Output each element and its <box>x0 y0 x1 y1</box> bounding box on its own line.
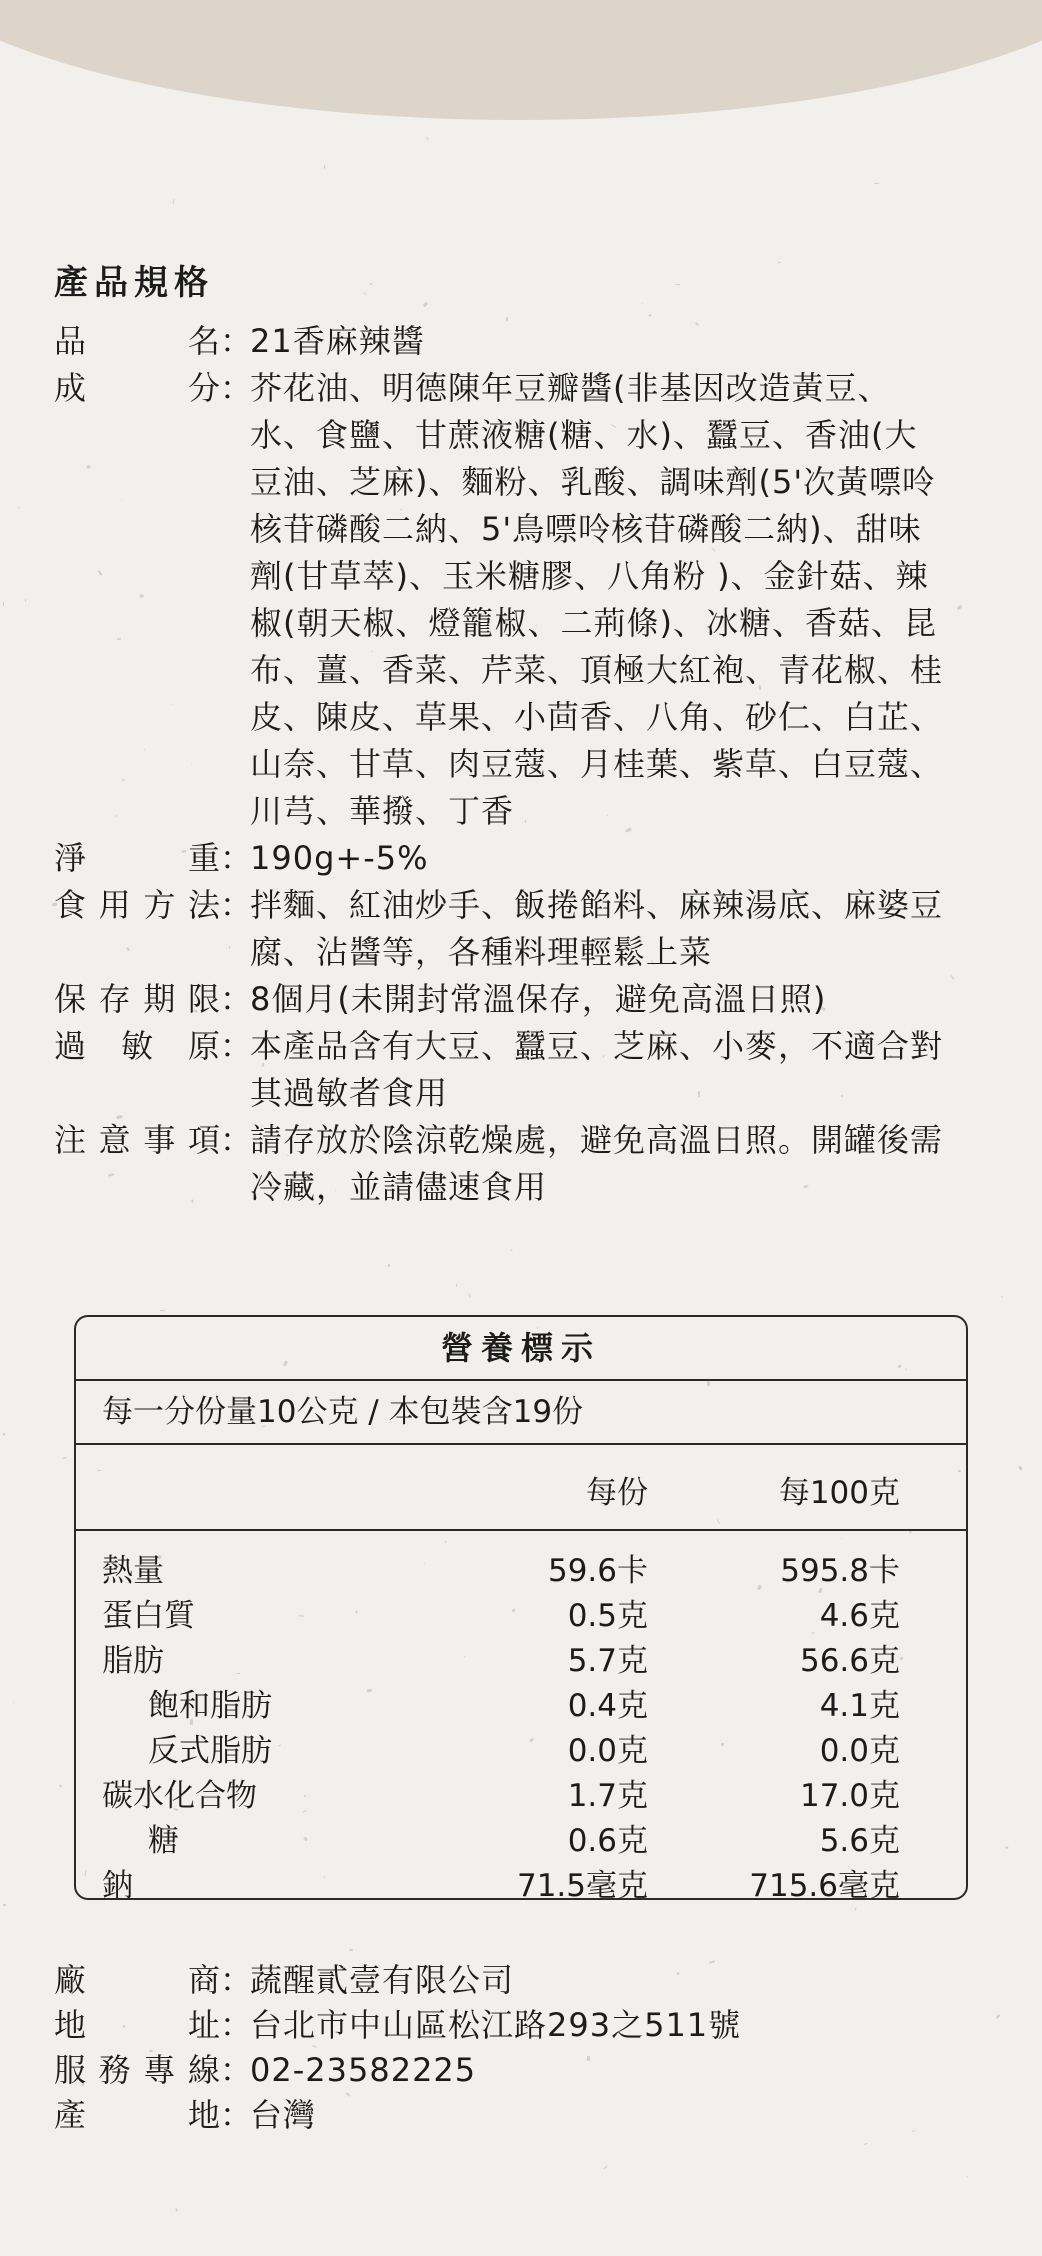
colon: ： <box>220 2051 253 2089</box>
colon: ： <box>220 839 253 877</box>
maker-value: 02-23582225 <box>250 2051 477 2089</box>
nutrition-rows <box>76 1531 966 1909</box>
spec-label <box>54 882 220 976</box>
paper-speck <box>1001 1295 1003 1297</box>
label-char: 意 <box>98 1121 131 1159</box>
nutrition-row <box>76 1729 966 1774</box>
spec-label <box>54 1117 220 1211</box>
spec-row <box>54 1023 954 1117</box>
maker-label <box>54 1958 220 2003</box>
maker-label <box>54 2048 220 2093</box>
nutrition-header <box>76 1445 966 1531</box>
paper-speck <box>160 1310 165 1311</box>
nutrient-per-100g: 0.0克 <box>819 1733 900 1769</box>
colon: ： <box>220 369 253 407</box>
col-per-serving: 每份 <box>586 1475 648 1511</box>
nutrient-per-serving: 1.7克 <box>567 1778 648 1814</box>
nutrient-per-100g: 715.6毫克 <box>749 1868 900 1904</box>
paper-speck <box>967 2176 968 2177</box>
label-char: 地 <box>54 2006 87 2044</box>
paper-speck <box>603 2165 607 2169</box>
spec-label <box>54 365 220 835</box>
label-char: 用 <box>98 886 131 924</box>
paper-speck <box>324 165 326 169</box>
spec-title: 產品規格 <box>54 263 214 303</box>
nutrient-name: 熱量 <box>102 1553 164 1589</box>
maker-row <box>54 2048 954 2093</box>
spec-value: 請存放於陰涼乾燥處，避免高溫日照。開罐後需冷藏，並請儘速食用 <box>250 1121 944 1206</box>
spec-label <box>54 1023 220 1117</box>
nutrition-title: 營養標示 <box>76 1317 966 1381</box>
paper-speck <box>13 1702 14 1703</box>
spec-value: 本產品含有大豆、蠶豆、芝麻、小麥，不適合對其過敏者食用 <box>250 1027 944 1112</box>
maker-value: 台灣 <box>250 2096 317 2134</box>
nutrient-name: 鈉 <box>102 1868 133 1904</box>
nutrient-per-serving: 0.4克 <box>567 1688 648 1724</box>
spec-value: 8個月(未開封常溫保存，避免高溫日照) <box>250 980 827 1018</box>
maker-value: 蔬醒貳壹有限公司 <box>250 1961 515 1999</box>
paper-speck <box>59 1784 62 1788</box>
nutrition-row <box>76 1864 966 1909</box>
paper-speck <box>957 605 963 610</box>
label-char: 成 <box>54 369 87 407</box>
label-char: 保 <box>54 980 87 1018</box>
colon: ： <box>220 1961 253 1999</box>
colon: ： <box>220 322 253 360</box>
nutrient-name: 飽和脂肪 <box>148 1688 272 1724</box>
spec-row <box>54 365 954 835</box>
nutrient-per-serving: 0.5克 <box>567 1598 648 1634</box>
paper-speck <box>175 2208 177 2211</box>
spec-rows <box>54 318 954 1211</box>
spec-row <box>54 835 954 882</box>
col-per-100g: 每100克 <box>778 1475 900 1511</box>
paper-speck <box>18 506 20 508</box>
label-char: 地 <box>187 2096 220 2134</box>
nutrient-per-serving: 0.0克 <box>567 1733 648 1769</box>
label-char: 分 <box>187 369 220 407</box>
label-char: 期 <box>143 980 176 1018</box>
spec-row <box>54 976 954 1023</box>
spec-row <box>54 882 954 976</box>
nutrient-per-serving: 0.6克 <box>567 1823 648 1859</box>
colon: ： <box>220 980 253 1018</box>
label-char: 重 <box>187 839 220 877</box>
label-char: 專 <box>143 2051 176 2089</box>
label-char: 過 <box>54 1027 87 1065</box>
nutrient-per-100g: 17.0克 <box>799 1778 900 1814</box>
nutrient-per-100g: 595.8卡 <box>780 1553 900 1589</box>
nutrient-per-100g: 56.6克 <box>799 1643 900 1679</box>
nutrient-per-serving: 5.7克 <box>567 1643 648 1679</box>
spec-label <box>54 318 220 365</box>
paper-speck <box>349 1949 353 1952</box>
spec-value: 拌麵、紅油炒手、飯捲餡料、麻辣湯底、麻婆豆腐、沾醬等，各種料理輕鬆上菜 <box>250 886 944 971</box>
nutrient-per-100g: 5.6克 <box>819 1823 900 1859</box>
nutrient-per-100g: 4.1克 <box>819 1688 900 1724</box>
paper-speck <box>456 1284 457 1287</box>
paper-speck <box>1005 1846 1009 1849</box>
nutrition-serving: 每一分份量10公克 / 本包裝含19份 <box>76 1381 966 1445</box>
maker-label <box>54 2003 220 2048</box>
colon: ： <box>220 1027 253 1065</box>
paper-speck <box>468 1293 470 1298</box>
top-decorative-arc <box>0 0 1042 120</box>
maker-row <box>54 1958 954 2003</box>
nutrition-row <box>76 1549 966 1594</box>
label-char: 址 <box>187 2006 220 2044</box>
colon: ： <box>220 2006 253 2044</box>
paper-speck <box>62 1457 66 1460</box>
paper-speck <box>172 199 174 204</box>
colon: ： <box>220 886 253 924</box>
label-char: 事 <box>143 1121 176 1159</box>
nutrition-table <box>74 1315 968 1904</box>
paper-speck <box>25 599 27 602</box>
label-char: 原 <box>187 1027 220 1065</box>
label-char: 方 <box>143 886 176 924</box>
paper-speck <box>874 183 879 185</box>
spec-row <box>54 318 954 365</box>
paper-speck <box>996 2014 1001 2019</box>
paper-speck <box>3 1904 6 1906</box>
spec-value: 190g+-5% <box>250 839 429 877</box>
spec-section <box>54 255 954 1211</box>
nutrient-per-100g: 4.6克 <box>819 1598 900 1634</box>
label-char: 食 <box>54 886 87 924</box>
paper-speck <box>426 137 429 140</box>
label-char: 務 <box>98 2051 131 2089</box>
paper-speck <box>863 2143 867 2145</box>
label-char: 服 <box>54 2051 87 2089</box>
spec-value: 芥花油、明德陳年豆瓣醬(非基因改造黃豆、水、食鹽、甘蔗液糖(糖、水)、蠶豆、香油(大豆油、芝麻)、麵粉、乳酸、調味劑(5'次黃嘌呤核苷磷酸二納、5'鳥嘌呤核苷磷酸二納)、甜味劑(甘草萃)、玉米糖膠、八角粉 )、金針菇、辣椒(朝天椒、燈籠椒、二荊條)、冰糖、香菇、昆布、薑、香菜、芹菜、頂極大紅袍、青花椒、桂皮、陳皮、草果、小茴香、八角、砂仁、白芷、山奈、甘草、肉豆蔻、月桂葉、紫草、白豆蔻、川芎、華撥、丁香 <box>250 369 944 830</box>
nutrient-name: 糖 <box>148 1823 179 1859</box>
label-char: 敏 <box>120 1027 153 1065</box>
nutrient-name: 蛋白質 <box>102 1598 195 1634</box>
maker-row <box>54 2003 954 2048</box>
nutrition-row <box>76 1684 966 1729</box>
paper-speck <box>388 1264 391 1267</box>
spec-label <box>54 835 220 882</box>
label-char: 商 <box>187 1961 220 1999</box>
spec-value: 21香麻辣醬 <box>250 322 425 360</box>
label-char: 注 <box>54 1121 87 1159</box>
paper-speck <box>3 1433 6 1436</box>
label-char: 淨 <box>54 839 87 877</box>
nutrition-row <box>76 1819 966 1864</box>
spec-label <box>54 976 220 1023</box>
nutrient-name: 碳水化合物 <box>102 1778 257 1814</box>
label-char: 產 <box>54 2096 87 2134</box>
nutrition-row <box>76 1774 966 1819</box>
paper-speck <box>510 1249 512 1250</box>
paper-speck <box>3 602 5 606</box>
maker-label <box>54 2093 220 2138</box>
maker-section <box>54 1958 954 2138</box>
nutrient-name: 反式脂肪 <box>148 1733 272 1769</box>
label-char: 廠 <box>54 1961 87 1999</box>
colon: ： <box>220 1121 253 1159</box>
nutrition-row <box>76 1594 966 1639</box>
label-char: 品 <box>54 322 87 360</box>
maker-value: 台北市中山區松江路293之511號 <box>250 2006 742 2044</box>
nutrition-row <box>76 1639 966 1684</box>
label-char: 名 <box>187 322 220 360</box>
colon: ： <box>220 2096 253 2134</box>
label-char: 線 <box>187 2051 220 2089</box>
spec-row <box>54 1117 954 1211</box>
maker-row <box>54 2093 954 2138</box>
label-char: 項 <box>187 1121 220 1159</box>
label-char: 法 <box>187 886 220 924</box>
paper-speck <box>1018 1466 1023 1471</box>
nutrient-per-serving: 59.6卡 <box>547 1553 648 1589</box>
label-char: 限 <box>187 980 220 1018</box>
label-char: 存 <box>98 980 131 1018</box>
nutrient-per-serving: 71.5毫克 <box>516 1868 648 1904</box>
nutrient-name: 脂肪 <box>102 1643 164 1679</box>
